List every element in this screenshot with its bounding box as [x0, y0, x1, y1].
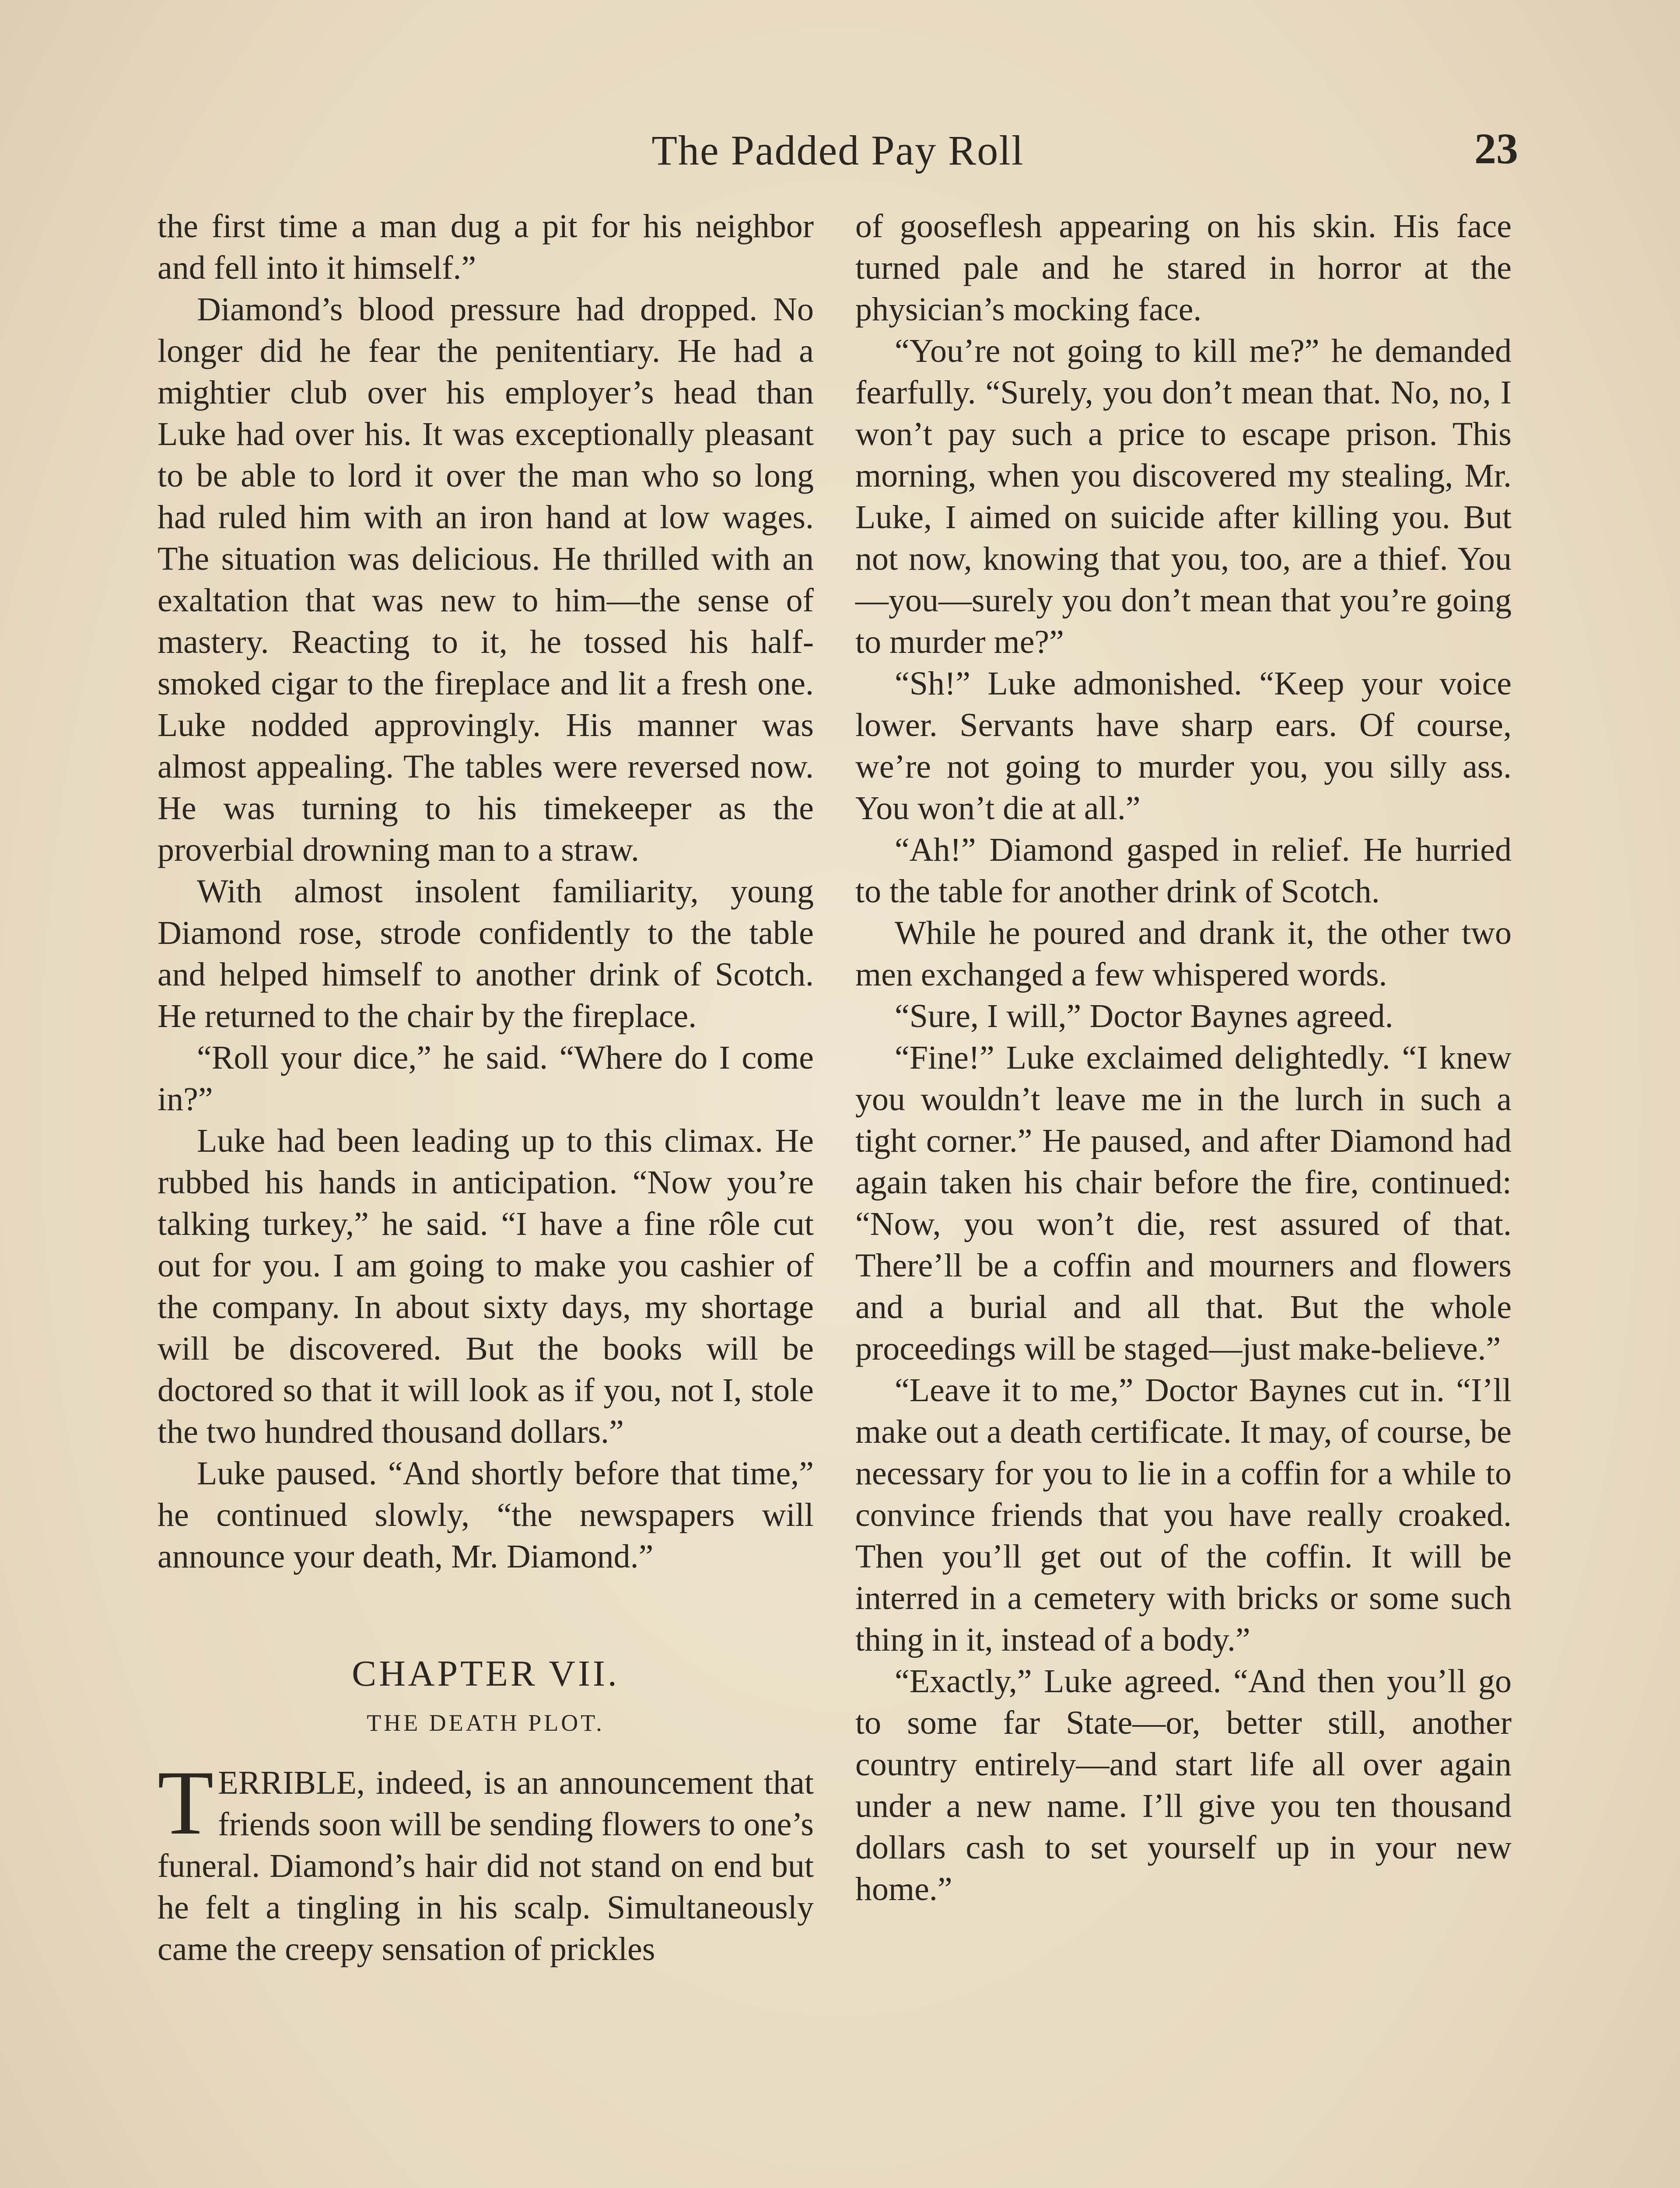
paragraph: “Exactly,” Luke agreed. “And then you’ll go to some far State—or, better still, another country entirely—and start life all over again under a new name. I’ll give you ten thousand dollars cash to set yourself up in your new home.”: [855, 1663, 1512, 1907]
left-column: [158, 206, 814, 1970]
paragraph: “Fine!” Luke exclaimed delightedly. “I knew you wouldn’t leave me in the lurch in such a tight corner.” He paused, and after Diamond had again taken his chair before the fire, continued: “Now, you won’t die, rest assured of that. There’ll be a coffin and mourners and flowers and a burial and all that. But the whole proceedings will be staged—just make-believe.”: [855, 1039, 1512, 1367]
paragraph: “Ah!” Diamond gasped in relief. He hurried to the table for another drink of Scotch.: [855, 831, 1512, 910]
paragraph: the first time a man dug a pit for his neighbor and fell into it himself.”: [158, 208, 814, 286]
paragraph: “You’re not going to kill me?” he demanded fearfully. “Surely, you don’t mean that. No, no, I won’t pay such a price to escape prison. This morning, when you discovered my stealing, Mr. Luke, I aimed on suicide after killing you. But not now, knowing that you, too, are a thief. You—you—surely you don’t mean that you’re going to murder me?”: [855, 333, 1512, 660]
right-column: [855, 206, 1512, 1910]
opening-paragraph: [158, 1752, 814, 1970]
chapter-subtitle: THE DEATH PLOT.: [367, 1710, 605, 1736]
paragraph: “Sh!” Luke admonished. “Keep your voice lower. Servants have sharp ears. Of course, we’re not going to murder you, you silly ass. You won’t die at all.”: [855, 665, 1512, 827]
paragraph: While he poured and drank it, the other two men exchanged a few whispered words.: [855, 915, 1512, 993]
paragraph: “Roll your dice,” he said. “Where do I come in?”: [158, 1039, 814, 1118]
paragraph: Diamond’s blood pressure had dropped. No longer did he fear the penitentiary. He had a mightier club over his employer’s head than Luke had over his. It was exceptionally pleasant to be able to lord it over the man who so long had ruled him with an iron hand at low wages. The situation was delicious. He thrilled with an exaltation that was new to him—the sense of mastery. Reacting to it, he tossed his half-smoked cigar to the fireplace and lit a fresh one. Luke nodded approvingly. His manner was almost appealing. The tables were reversed now. He was turning to his timekeeper as the proverbial drowning man to a straw.: [158, 291, 814, 868]
page-number: 23: [1474, 124, 1518, 173]
drop-cap: T: [158, 1752, 214, 1854]
paragraph: Luke had been leading up to this climax. He rubbed his hands in anticipation. “Now you’re talking turkey,” he said. “I have a fine rôle cut out for you. I am going to make you cashier of the company. In about sixty days, my shortage will be discovered. But the books will be doctored so that it will look as if you, not I, stole the two hundred thousand dollars.”: [158, 1122, 814, 1450]
paragraph: “Leave it to me,” Doctor Baynes cut in. “I’ll make out a death certificate. It may, of course, be necessary for you to lie in a coffin for a while to convince friends that you have really croaked. Then you’ll get out of the coffin. It will be interred in a cemetery with bricks or some such thing in it, instead of a body.”: [855, 1372, 1512, 1658]
paragraph: “Sure, I will,” Doctor Baynes agreed.: [895, 998, 1393, 1034]
chapter-heading: [158, 1652, 814, 1740]
page-header: [158, 118, 1518, 179]
opening-paragraph-text: ERRIBLE, indeed, is an announcement that friends soon will be sending flowers to one’s funeral. Diamond’s hair did not stand on end but he felt a tingling in his scalp. Simultaneously came the creepy sensation of prickles: [158, 1764, 814, 1967]
paragraph: of gooseflesh appearing on his skin. His face turned pale and he stared in horror at the physician’s mocking face.: [855, 208, 1512, 328]
chapter-title: CHAPTER VII.: [352, 1653, 620, 1694]
running-title: The Padded Pay Roll: [651, 127, 1024, 174]
paragraph: With almost insolent familiarity, young Diamond rose, strode confidently to the table and helped himself to another drink of Scotch. He returned to the chair by the fireplace.: [158, 873, 814, 1034]
paragraph: Luke paused. “And shortly before that time,” he continued slowly, “the newspapers will announce your death, Mr. Diamond.”: [158, 1455, 814, 1575]
